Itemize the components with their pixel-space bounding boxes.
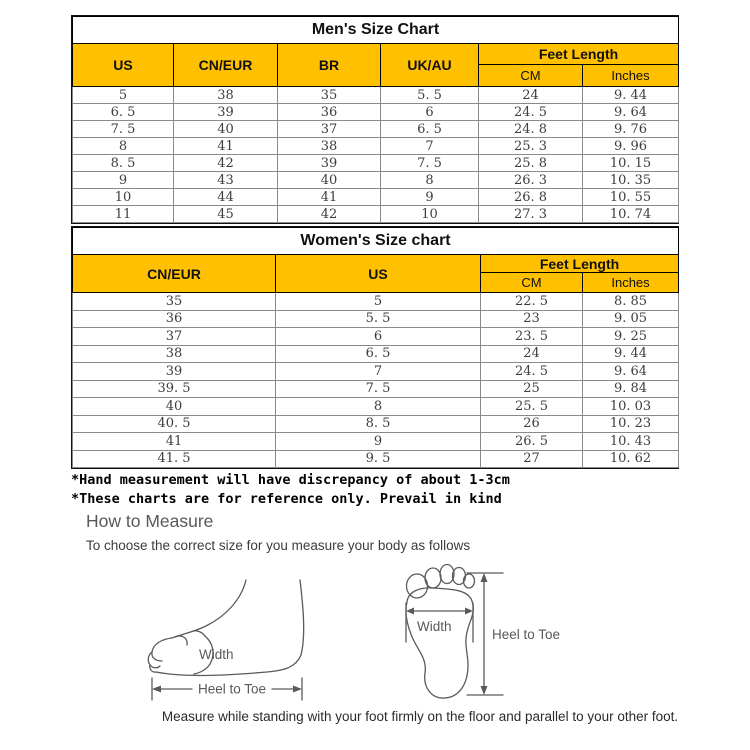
table-cell: 9. 5 bbox=[276, 450, 481, 468]
toe-3 bbox=[440, 565, 454, 584]
foot-toe-outline bbox=[152, 638, 172, 661]
col-header-inches: Inches bbox=[583, 273, 679, 293]
table-cell: 39. 5 bbox=[73, 380, 276, 398]
table-row bbox=[73, 172, 679, 189]
womens-table-body bbox=[73, 293, 679, 468]
table-cell: 8 bbox=[73, 138, 174, 155]
table-row bbox=[73, 104, 679, 121]
table-cell: 35 bbox=[278, 87, 381, 104]
length-arrowhead-bottom bbox=[481, 686, 488, 695]
table-row bbox=[73, 328, 679, 346]
col-header-us: US bbox=[73, 44, 174, 87]
table-cell: 10. 43 bbox=[583, 433, 679, 451]
table-cell: 9. 96 bbox=[583, 138, 679, 155]
table-cell: 27. 3 bbox=[479, 206, 583, 223]
table-cell: 45 bbox=[174, 206, 278, 223]
col-header-feet-length: Feet Length bbox=[481, 255, 679, 273]
table-cell: 9 bbox=[276, 433, 481, 451]
table-cell: 38 bbox=[278, 138, 381, 155]
col-header-cn-eur: CN/EUR bbox=[73, 255, 276, 293]
table-cell: 5. 5 bbox=[276, 310, 481, 328]
col-header-us: US bbox=[276, 255, 481, 293]
womens-table-title: Women's Size chart bbox=[73, 228, 679, 255]
table-cell: 7 bbox=[381, 138, 479, 155]
table-row bbox=[73, 293, 679, 311]
table-cell: 39 bbox=[73, 363, 276, 381]
arrowhead-left bbox=[152, 686, 161, 693]
table-cell: 9 bbox=[73, 172, 174, 189]
width-arrowhead-right bbox=[465, 608, 473, 615]
side-width-label: Width bbox=[199, 647, 234, 662]
table-cell: 10. 74 bbox=[583, 206, 679, 223]
table-cell: 8. 5 bbox=[276, 415, 481, 433]
table-cell: 36 bbox=[278, 104, 381, 121]
table-cell: 38 bbox=[174, 87, 278, 104]
col-header-uk-au: UK/AU bbox=[381, 44, 479, 87]
table-cell: 24. 5 bbox=[481, 363, 583, 381]
top-heel-to-toe-label: Heel to Toe bbox=[492, 627, 561, 642]
table-cell: 26 bbox=[481, 415, 583, 433]
foot-top-view-diagram bbox=[393, 556, 578, 706]
table-cell: 35 bbox=[73, 293, 276, 311]
length-arrowhead-top bbox=[481, 573, 488, 582]
table-cell: 40 bbox=[278, 172, 381, 189]
table-cell: 7. 5 bbox=[276, 380, 481, 398]
table-cell: 9. 44 bbox=[583, 87, 679, 104]
table-row bbox=[73, 189, 679, 206]
table-row bbox=[73, 87, 679, 104]
table-row bbox=[73, 363, 679, 381]
table-row bbox=[73, 433, 679, 451]
table-cell: 5 bbox=[73, 87, 174, 104]
table-cell: 25. 3 bbox=[479, 138, 583, 155]
table-row bbox=[73, 450, 679, 468]
table-cell: 11 bbox=[73, 206, 174, 223]
table-cell: 24 bbox=[479, 87, 583, 104]
foot-sole-top-outline bbox=[406, 588, 473, 698]
table-cell: 7. 5 bbox=[381, 155, 479, 172]
table-cell: 36 bbox=[73, 310, 276, 328]
table-cell: 6. 5 bbox=[381, 121, 479, 138]
table-row bbox=[73, 155, 679, 172]
table-cell: 10. 15 bbox=[583, 155, 679, 172]
notes bbox=[71, 471, 510, 509]
mens-size-table bbox=[72, 16, 679, 223]
table-cell: 9. 84 bbox=[583, 380, 679, 398]
table-row bbox=[73, 206, 679, 223]
table-cell: 6. 5 bbox=[73, 104, 174, 121]
measure-instruction: Measure while standing with your foot firmly on the floor and parallel to your other foot. bbox=[161, 709, 679, 724]
width-band-flick bbox=[193, 631, 205, 636]
table-cell: 26. 5 bbox=[481, 433, 583, 451]
table-cell: 10. 35 bbox=[583, 172, 679, 189]
table-cell: 10 bbox=[73, 189, 174, 206]
table-row bbox=[73, 310, 679, 328]
mens-table-title: Men's Size Chart bbox=[73, 17, 679, 44]
foot-instep-outline bbox=[172, 580, 246, 638]
table-cell: 9 bbox=[381, 189, 479, 206]
table-cell: 25. 8 bbox=[479, 155, 583, 172]
table-cell: 22. 5 bbox=[481, 293, 583, 311]
note-line-2: *These charts are for reference only. Prevail in kind bbox=[71, 491, 502, 507]
table-cell: 41 bbox=[73, 433, 276, 451]
table-cell: 9. 05 bbox=[583, 310, 679, 328]
table-cell: 41 bbox=[174, 138, 278, 155]
table-cell: 25 bbox=[481, 380, 583, 398]
how-to-measure-subtitle: To choose the correct size for you measure your body as follows bbox=[86, 538, 471, 553]
table-cell: 24 bbox=[481, 345, 583, 363]
womens-size-table bbox=[72, 227, 679, 468]
table-cell: 37 bbox=[73, 328, 276, 346]
table-cell: 6 bbox=[381, 104, 479, 121]
table-cell: 6. 5 bbox=[276, 345, 481, 363]
foot-heel-outline bbox=[300, 580, 304, 655]
table-cell: 23 bbox=[481, 310, 583, 328]
table-cell: 39 bbox=[174, 104, 278, 121]
toe-2 bbox=[425, 568, 441, 588]
table-cell: 40. 5 bbox=[73, 415, 276, 433]
col-header-cm: CM bbox=[479, 65, 583, 87]
table-cell: 38 bbox=[73, 345, 276, 363]
col-header-feet-length: Feet Length bbox=[479, 44, 679, 65]
toe-5 bbox=[464, 574, 475, 588]
table-cell: 41 bbox=[278, 189, 381, 206]
table-cell: 26. 8 bbox=[479, 189, 583, 206]
table-cell: 27 bbox=[481, 450, 583, 468]
table-cell: 10. 62 bbox=[583, 450, 679, 468]
width-arrowhead-left bbox=[406, 608, 414, 615]
table-cell: 9. 25 bbox=[583, 328, 679, 346]
table-cell: 41. 5 bbox=[73, 450, 276, 468]
top-width-label: Width bbox=[417, 619, 452, 634]
col-header-cn-eur: CN/EUR bbox=[174, 44, 278, 87]
table-cell: 9. 44 bbox=[583, 345, 679, 363]
table-cell: 5 bbox=[276, 293, 481, 311]
table-cell: 10 bbox=[381, 206, 479, 223]
table-cell: 24. 8 bbox=[479, 121, 583, 138]
table-cell: 10. 23 bbox=[583, 415, 679, 433]
table-cell: 10. 03 bbox=[583, 398, 679, 416]
table-cell: 44 bbox=[174, 189, 278, 206]
arrowhead-right bbox=[293, 686, 302, 693]
table-cell: 9. 64 bbox=[583, 363, 679, 381]
table-row bbox=[73, 345, 679, 363]
table-cell: 43 bbox=[174, 172, 278, 189]
table-row bbox=[73, 415, 679, 433]
table-cell: 10. 55 bbox=[583, 189, 679, 206]
table-cell: 8. 85 bbox=[583, 293, 679, 311]
table-cell: 9. 76 bbox=[583, 121, 679, 138]
table-cell: 40 bbox=[73, 398, 276, 416]
col-header-inches: Inches bbox=[583, 65, 679, 87]
table-cell: 7 bbox=[276, 363, 481, 381]
table-row bbox=[73, 138, 679, 155]
table-cell: 42 bbox=[278, 206, 381, 223]
col-header-br: BR bbox=[278, 44, 381, 87]
table-cell: 25. 5 bbox=[481, 398, 583, 416]
note-line-1: *Hand measurement will have discrepancy of about 1-3cm bbox=[71, 472, 510, 488]
table-cell: 8. 5 bbox=[73, 155, 174, 172]
foot-side-view-diagram bbox=[142, 558, 342, 704]
table-cell: 23. 5 bbox=[481, 328, 583, 346]
table-cell: 8 bbox=[276, 398, 481, 416]
table-cell: 26. 3 bbox=[479, 172, 583, 189]
table-cell: 39 bbox=[278, 155, 381, 172]
how-to-measure-heading: How to Measure bbox=[86, 511, 214, 531]
table-cell: 7. 5 bbox=[73, 121, 174, 138]
side-heel-to-toe-label: Heel to Toe bbox=[197, 681, 267, 697]
table-row bbox=[73, 121, 679, 138]
col-header-cm: CM bbox=[481, 273, 583, 293]
table-cell: 9. 64 bbox=[583, 104, 679, 121]
mens-table-body bbox=[73, 87, 679, 223]
table-cell: 42 bbox=[174, 155, 278, 172]
table-row bbox=[73, 398, 679, 416]
womens-size-chart bbox=[71, 226, 679, 469]
table-cell: 37 bbox=[278, 121, 381, 138]
foot-toe-bump bbox=[175, 636, 187, 645]
mens-size-chart bbox=[71, 15, 679, 224]
table-cell: 24. 5 bbox=[479, 104, 583, 121]
table-cell: 40 bbox=[174, 121, 278, 138]
table-row bbox=[73, 380, 679, 398]
table-cell: 5. 5 bbox=[381, 87, 479, 104]
table-cell: 8 bbox=[381, 172, 479, 189]
table-cell: 6 bbox=[276, 328, 481, 346]
